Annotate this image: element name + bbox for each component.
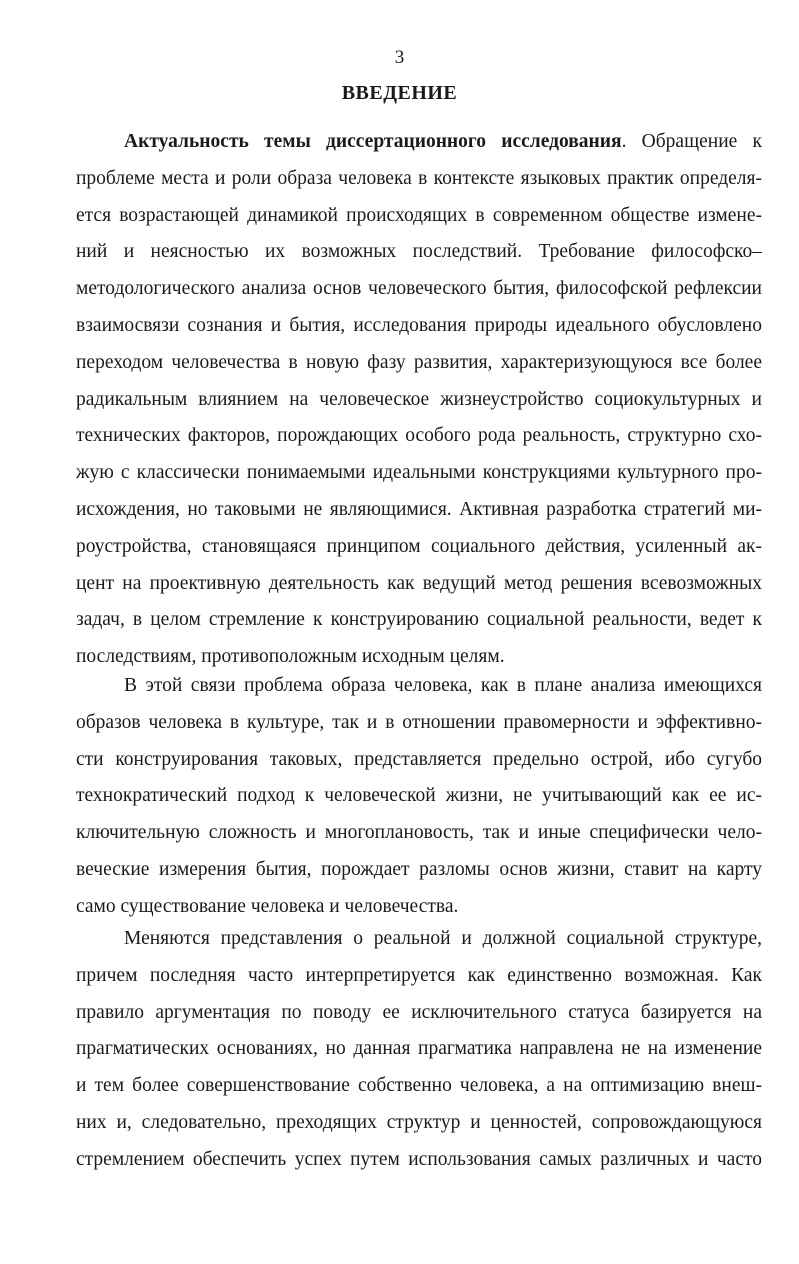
paragraph-line: и тем более совершенствование собственно человека, а на оптимизацию внеш- xyxy=(76,1075,762,1097)
paragraph-line: технических факторов, порождающих особого рода реальность, структурно схо- xyxy=(76,425,762,447)
paragraph-line: жую с классически понимаемыми идеальными конструкциями культурного про- xyxy=(76,462,762,484)
paragraph-line: В этой связи проблема образа человека, как в плане анализа имеющихся xyxy=(124,675,762,696)
paragraph-line xyxy=(76,124,762,161)
paragraph-line: задач, в целом стремление к конструированию социальной реальности, ведет к xyxy=(76,609,762,631)
paragraph-line: проблеме места и роли образа человека в контексте языковых практик определя- xyxy=(76,167,762,189)
paragraph-line: стремлением обеспечить успех путем использования самых различных и часто xyxy=(76,1148,762,1170)
paragraph-line: причем последняя часто интерпретируется как единственно возможная. Как xyxy=(76,964,762,986)
paragraph-line: сти конструирования таковых, представляется предельно острой, ибо сугубо xyxy=(76,748,762,770)
page-number: 3 xyxy=(394,47,405,68)
paragraph-line: радикальным влиянием на человеческое жизнеустройство социокультурных и xyxy=(76,388,762,410)
paragraph-line: прагматических основаниях, но данная прагматика направлена не на изменение xyxy=(76,1038,762,1060)
paragraph-line: Меняются представления о реальной и должной социальной структуре, xyxy=(124,928,762,949)
paragraph-line: технократический подход к человеческой жизни, не учитывающий как ее ис- xyxy=(76,785,762,807)
paragraph-line: роустройства, становящаяся принципом социального действия, усиленный ак- xyxy=(76,535,762,557)
paragraph-relevance xyxy=(76,124,762,676)
paragraph-line: веческие измерения бытия, порождает разломы основ жизни, ставит на карту xyxy=(76,858,762,880)
paragraph-line: ний и неясностью их возможных последствий. Требование философско– xyxy=(76,241,762,263)
paragraph-line: исхождения, но таковыми не являющимися. Активная разработка стратегий ми- xyxy=(76,498,762,520)
paragraph-social-structure xyxy=(76,921,762,1179)
paragraph-line: переходом человечества в новую фазу развития, характеризующуюся все более xyxy=(76,351,762,373)
relevance-lead-bold: Актуальность темы диссертационного исследования xyxy=(124,131,622,152)
paragraph-human-image xyxy=(76,668,762,926)
paragraph-line: взаимосвязи сознания и бытия, исследования природы идеального обусловлено xyxy=(76,314,762,336)
paragraph-line: образов человека в культуре, так и в отношении правомерности и эффективно- xyxy=(76,711,762,733)
paragraph-line: ключительную сложность и многоплановость, так и иные специфически чело- xyxy=(76,822,762,844)
paragraph-line: них и, следовательно, преходящих структур и ценностей, сопровождающуюся xyxy=(76,1111,762,1133)
paragraph-line: само существование человека и человечества. xyxy=(76,895,459,917)
paragraph-line: последствиям, противоположным исходным целям. xyxy=(76,646,505,668)
paragraph-line: методологического анализа основ человеческого бытия, философской рефлексии xyxy=(76,278,762,300)
section-heading: ВВЕДЕНИЕ xyxy=(341,82,458,104)
paragraph-line: ется возрастающей динамикой происходящих в современном обществе измене- xyxy=(76,204,762,226)
paragraph-line: правило аргументация по поводу ее исключительного статуса базируется на xyxy=(76,1001,762,1023)
paragraph-line: цент на проективную деятельность как ведущий метод решения всевозможных xyxy=(76,572,762,594)
relevance-lead-rest: . Обращение к xyxy=(621,131,762,152)
